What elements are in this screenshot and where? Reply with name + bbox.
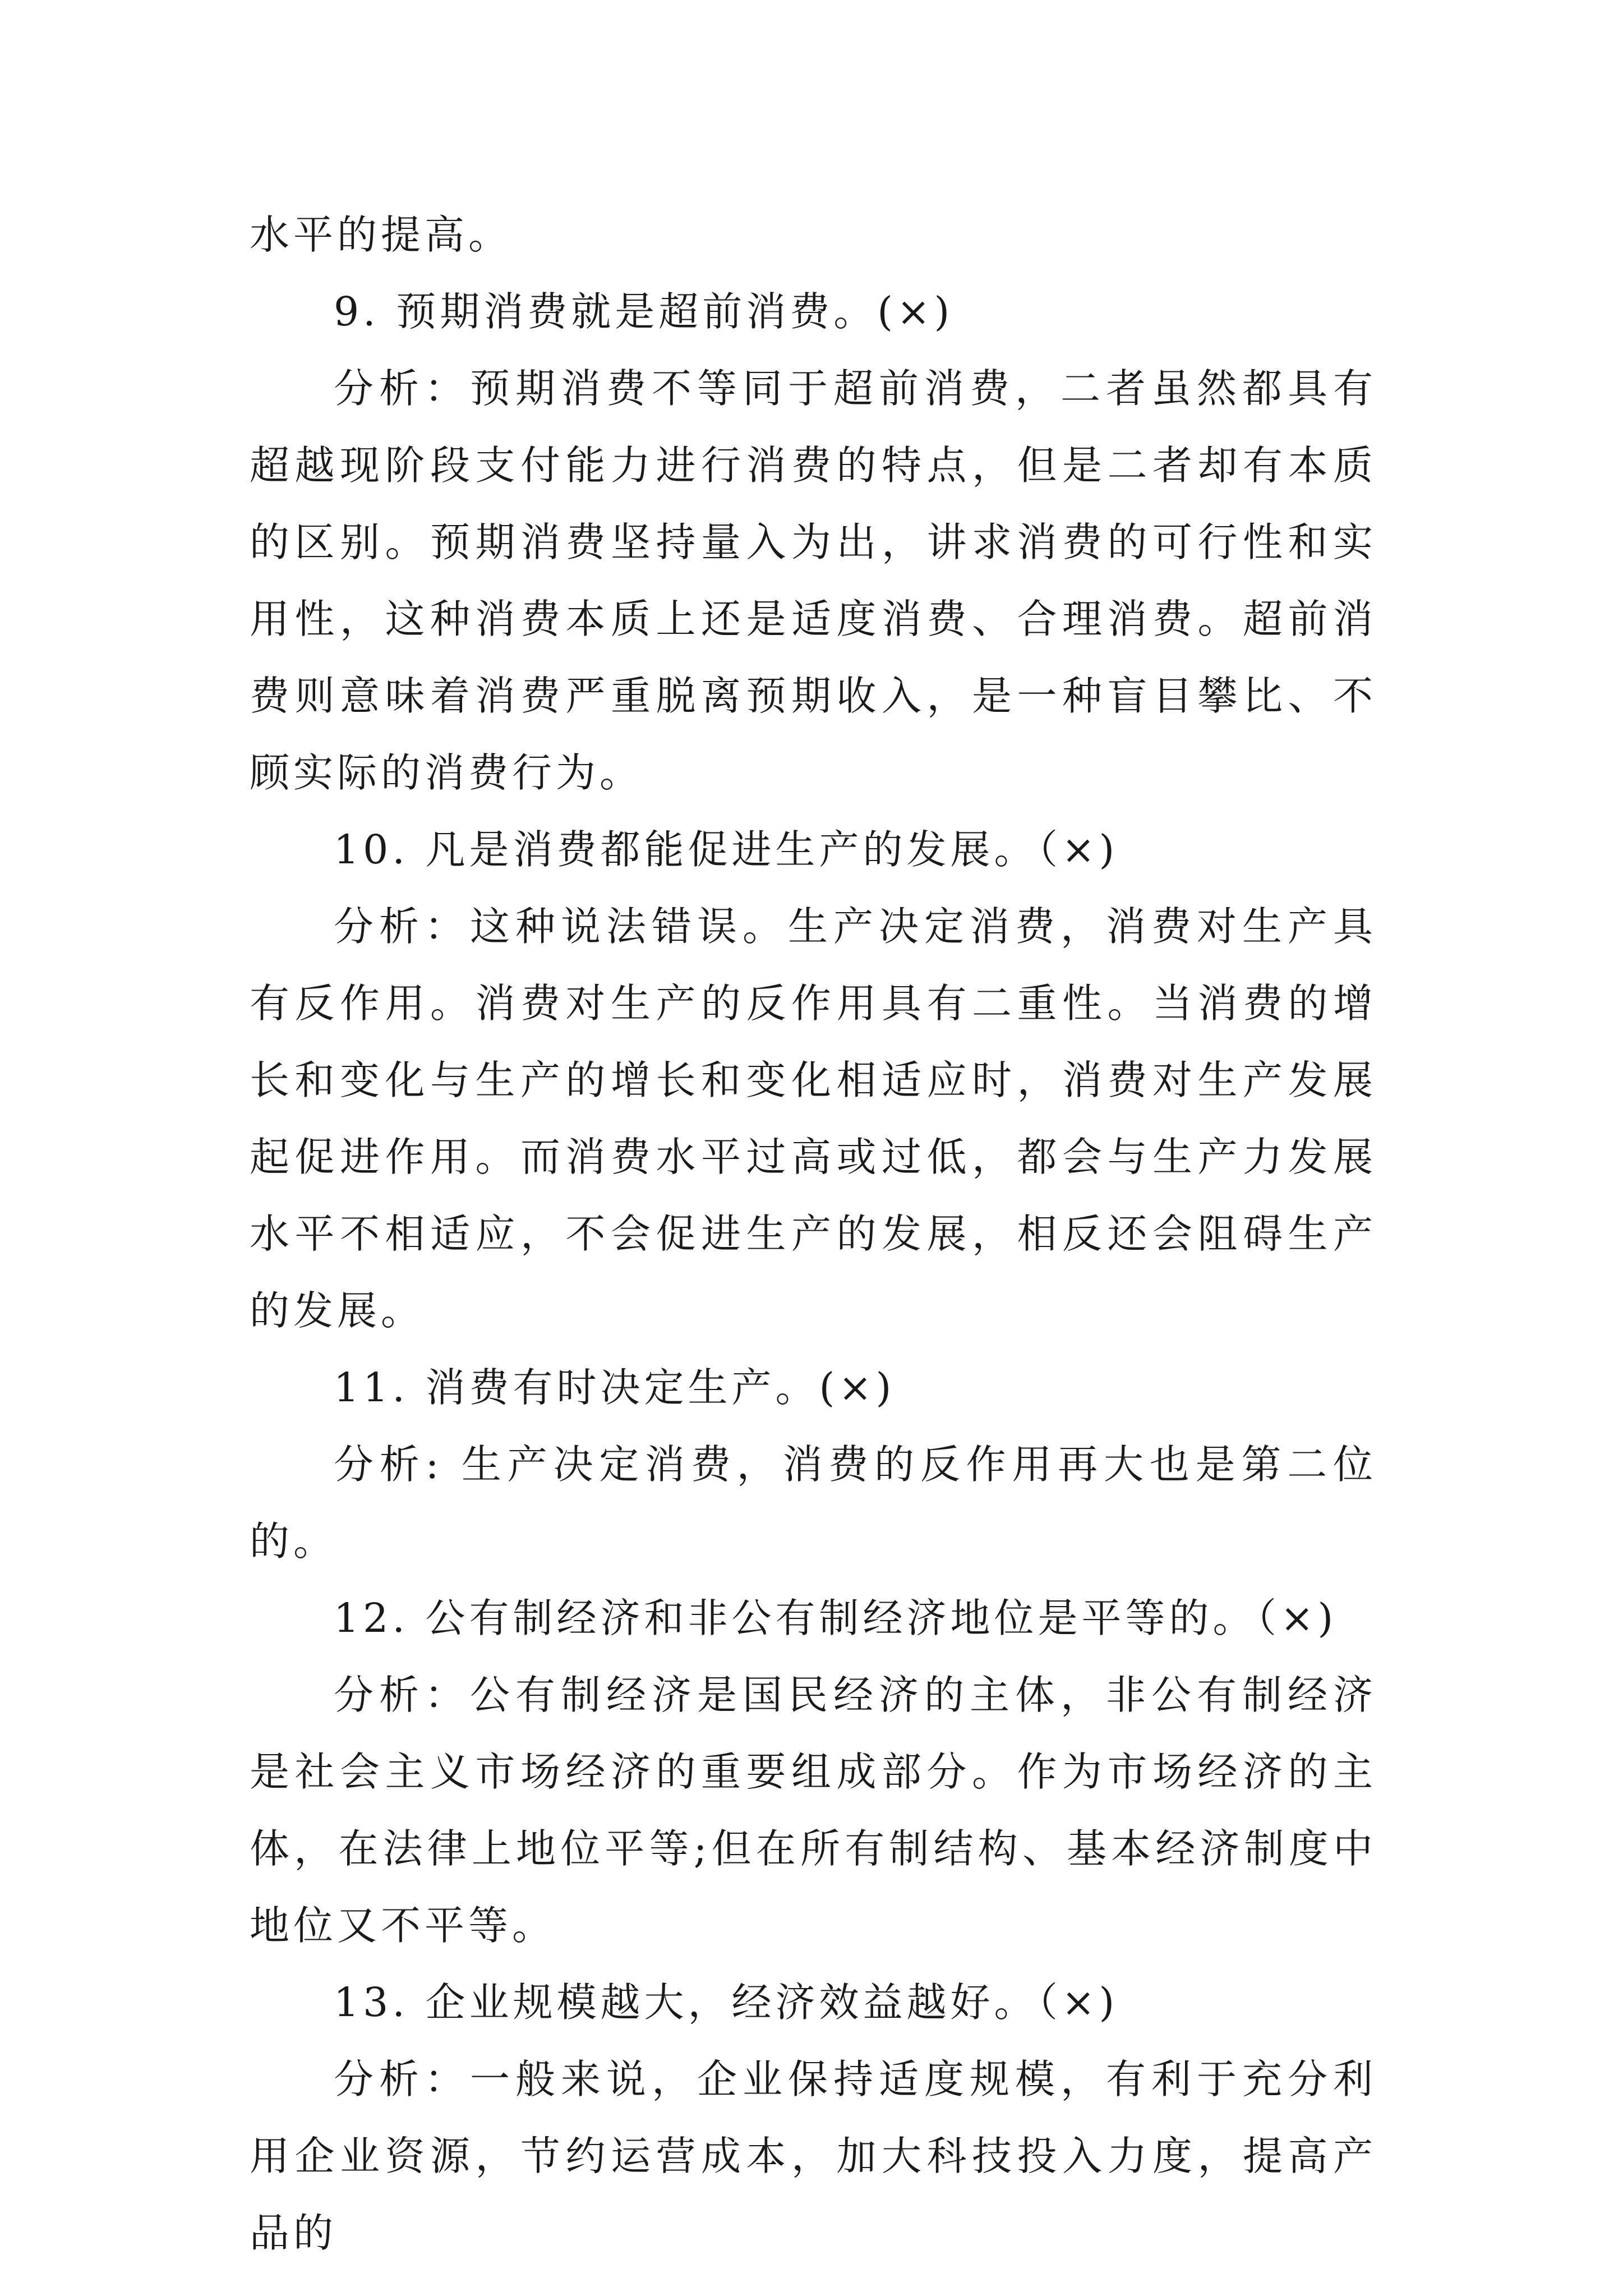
analysis-11: 分析: 生产决定消费，消费的反作用再大也是第二位的。 — [250, 1441, 1377, 1565]
document-body — [250, 196, 1377, 2271]
analysis-10: 分析：这种说法错误。生产决定消费，消费对生产具有反作用。消费对生产的反作用具有二重性。当消费的增长和变化与生产的增长和变化相适应时，消费对生产发展起促进作用。而消费水平过高或过低，都会与生产力发展水平不相适应，不会促进生产的发展，相反还会阻碍生产的发展。 — [250, 903, 1377, 1334]
analysis-13: 分析：一般来说，企业保持适度规模，有利于充分利用企业资源，节约运营成本，加大科技投入力度，提高产品的 — [250, 2056, 1377, 2256]
analysis-12: 分析：公有制经济是国民经济的主体，非公有制经济是社会主义市场经济的重要组成部分。作为市场经济的主体，在法律上地位平等;但在所有制结构、基本经济制度中地位又不平等。 — [250, 1672, 1377, 1949]
question-11: 11. 消费有时决定生产。(×) — [334, 1364, 896, 1411]
analysis-9: 分析：预期消费不等同于超前消费，二者虽然都具有超越现阶段支付能力进行消费的特点，但是二者却有本质的区别。预期消费坚持量入为出，讲求消费的可行性和实用性，这种消费本质上还是适度消费、合理消费。超前消费则意味着消费严重脱离预期收入，是一种盲目攀比、不顾实际的消费行为。 — [250, 365, 1377, 796]
paragraph-continuation: 水平的提高。 — [250, 211, 513, 258]
question-9: 9. 预期消费就是超前消费。(×) — [334, 288, 954, 335]
question-12: 12. 公有制经济和非公有制经济地位是平等的。（×) — [334, 1595, 1338, 1641]
question-13: 13. 企业规模越大，经济效益越好。（×) — [334, 1979, 1119, 2026]
question-10: 10. 凡是消费都能促进生产的发展。（×) — [334, 826, 1119, 873]
